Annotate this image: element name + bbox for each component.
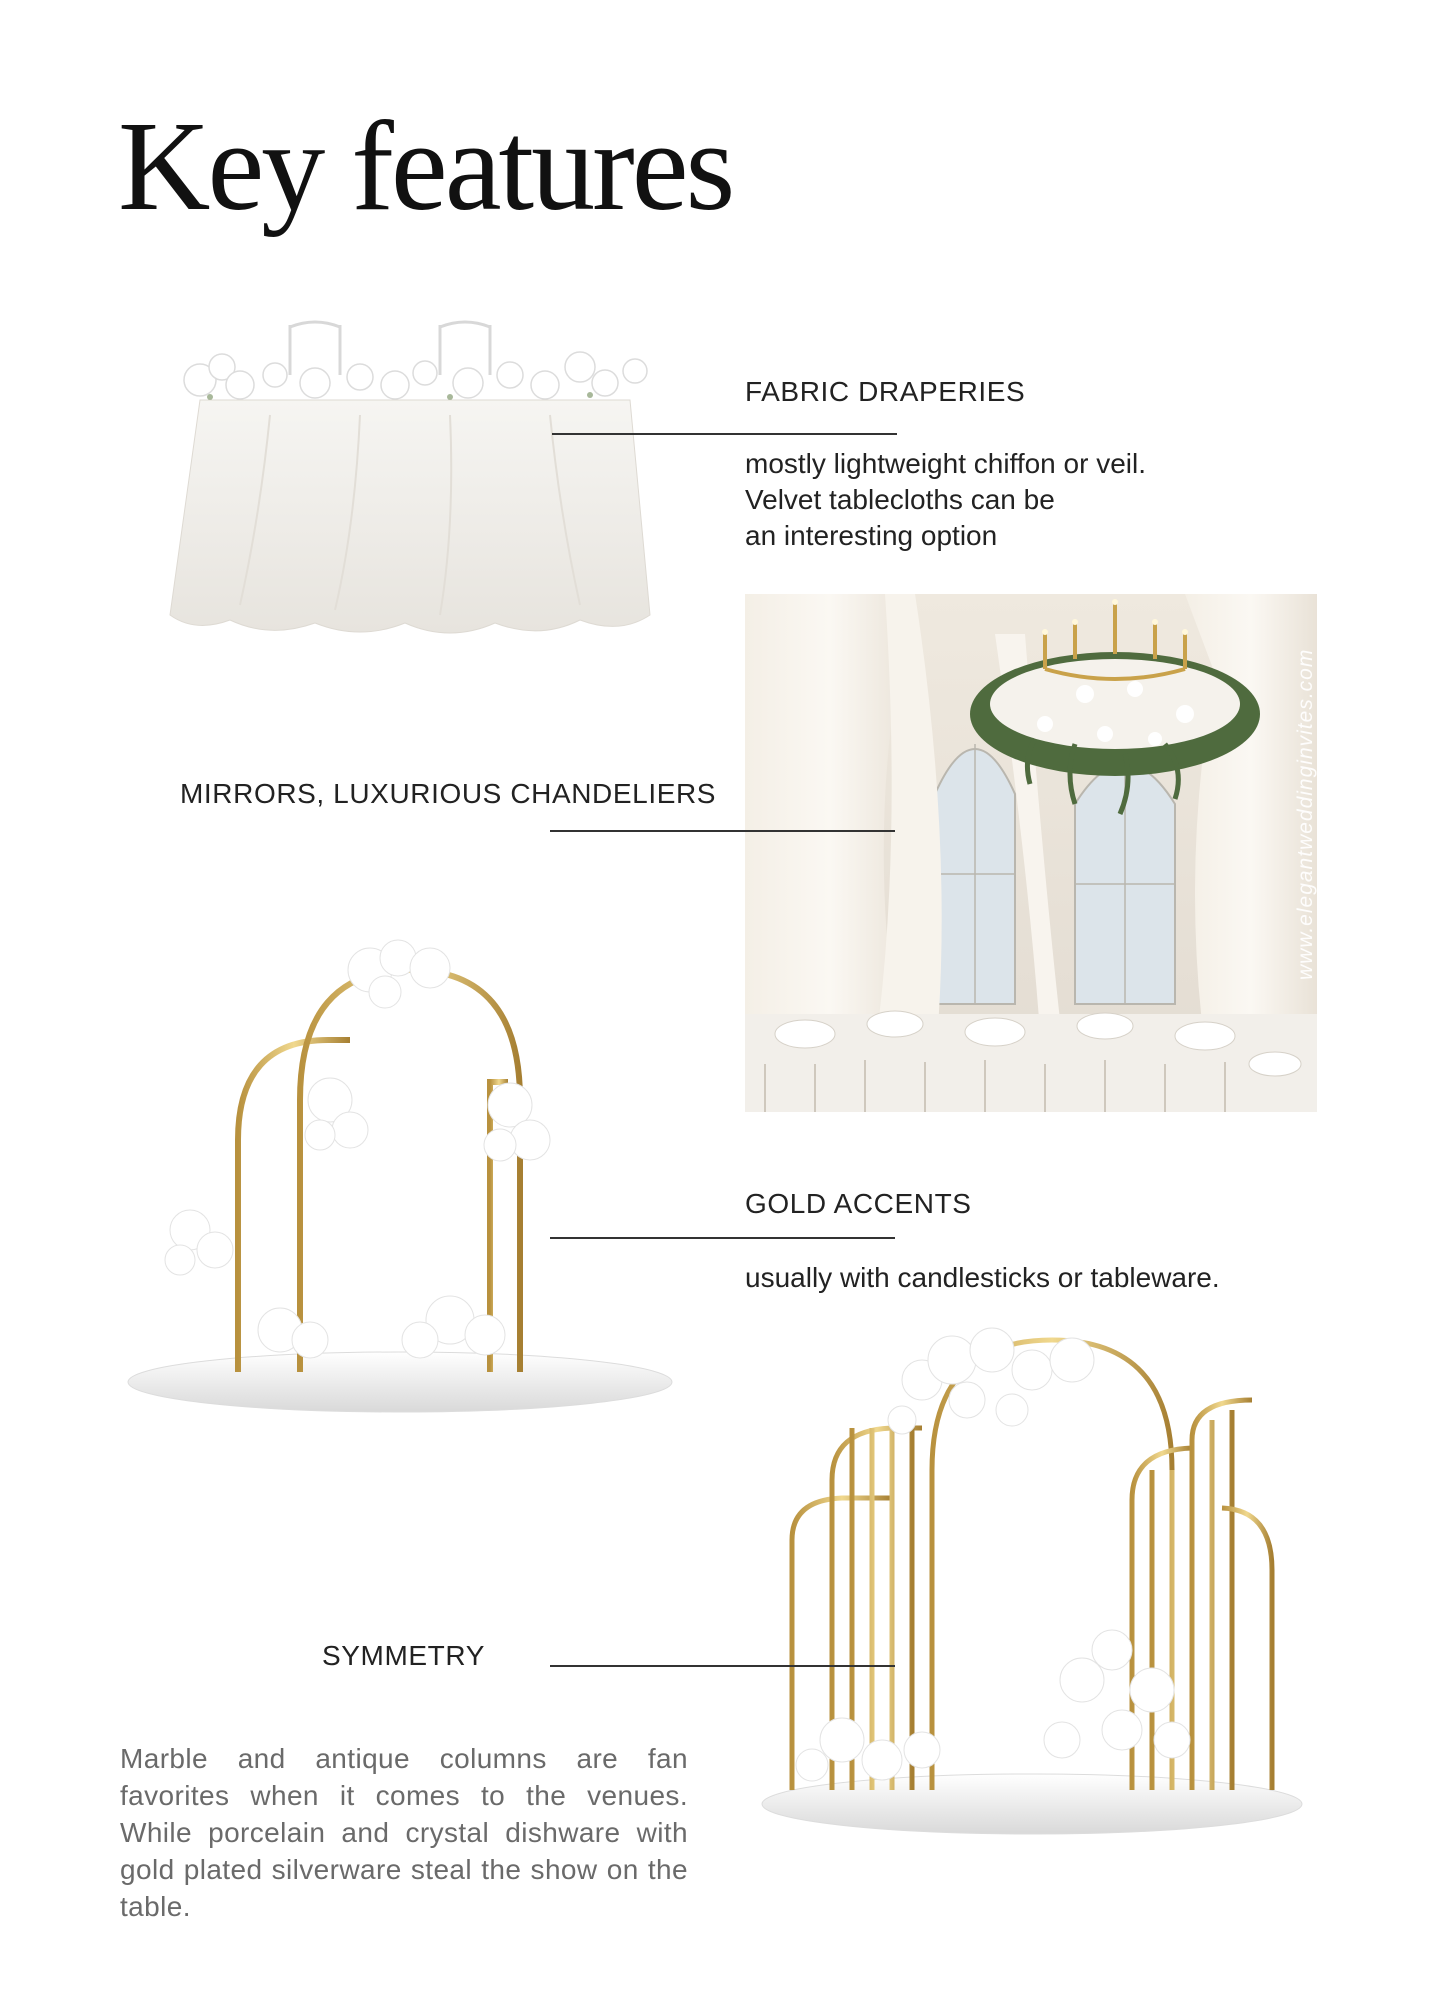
page-title: Key features (118, 95, 733, 237)
connector-line-fabric (552, 433, 897, 435)
table-illustration (150, 305, 710, 645)
gold-arch-illustration (120, 930, 680, 1420)
symmetry-arch-illustration (752, 1320, 1312, 1840)
feature-heading-symmetry: SYMMETRY (322, 1640, 485, 1671)
connector-line-symmetry (550, 1665, 895, 1667)
feature-heading-gold-accents: GOLD ACCENTS (745, 1188, 972, 1219)
connector-line-chandelier (550, 830, 895, 832)
feature-heading-mirrors-chandeliers: MIRRORS, LUXURIOUS CHANDELIERS (180, 778, 717, 809)
feature-description-fabric: mostly lightweight chiffon or veil. Velvet tablecloths can be an interesting option (745, 448, 1146, 551)
chandelier-photo (745, 594, 1317, 1112)
feature-description-gold: usually with candlesticks or tableware. (745, 1262, 1220, 1293)
photo-watermark: www.elegantweddinginvites.com (1294, 648, 1317, 980)
connector-line-gold (550, 1237, 895, 1239)
feature-description-symmetry: Marble and antique columns are fan favorites when it comes to the venues. While porcelain and crystal dishware with gold plated silverware steal the show on the table. (120, 1743, 688, 1922)
feature-heading-fabric-draperies: FABRIC DRAPERIES (745, 376, 1026, 407)
